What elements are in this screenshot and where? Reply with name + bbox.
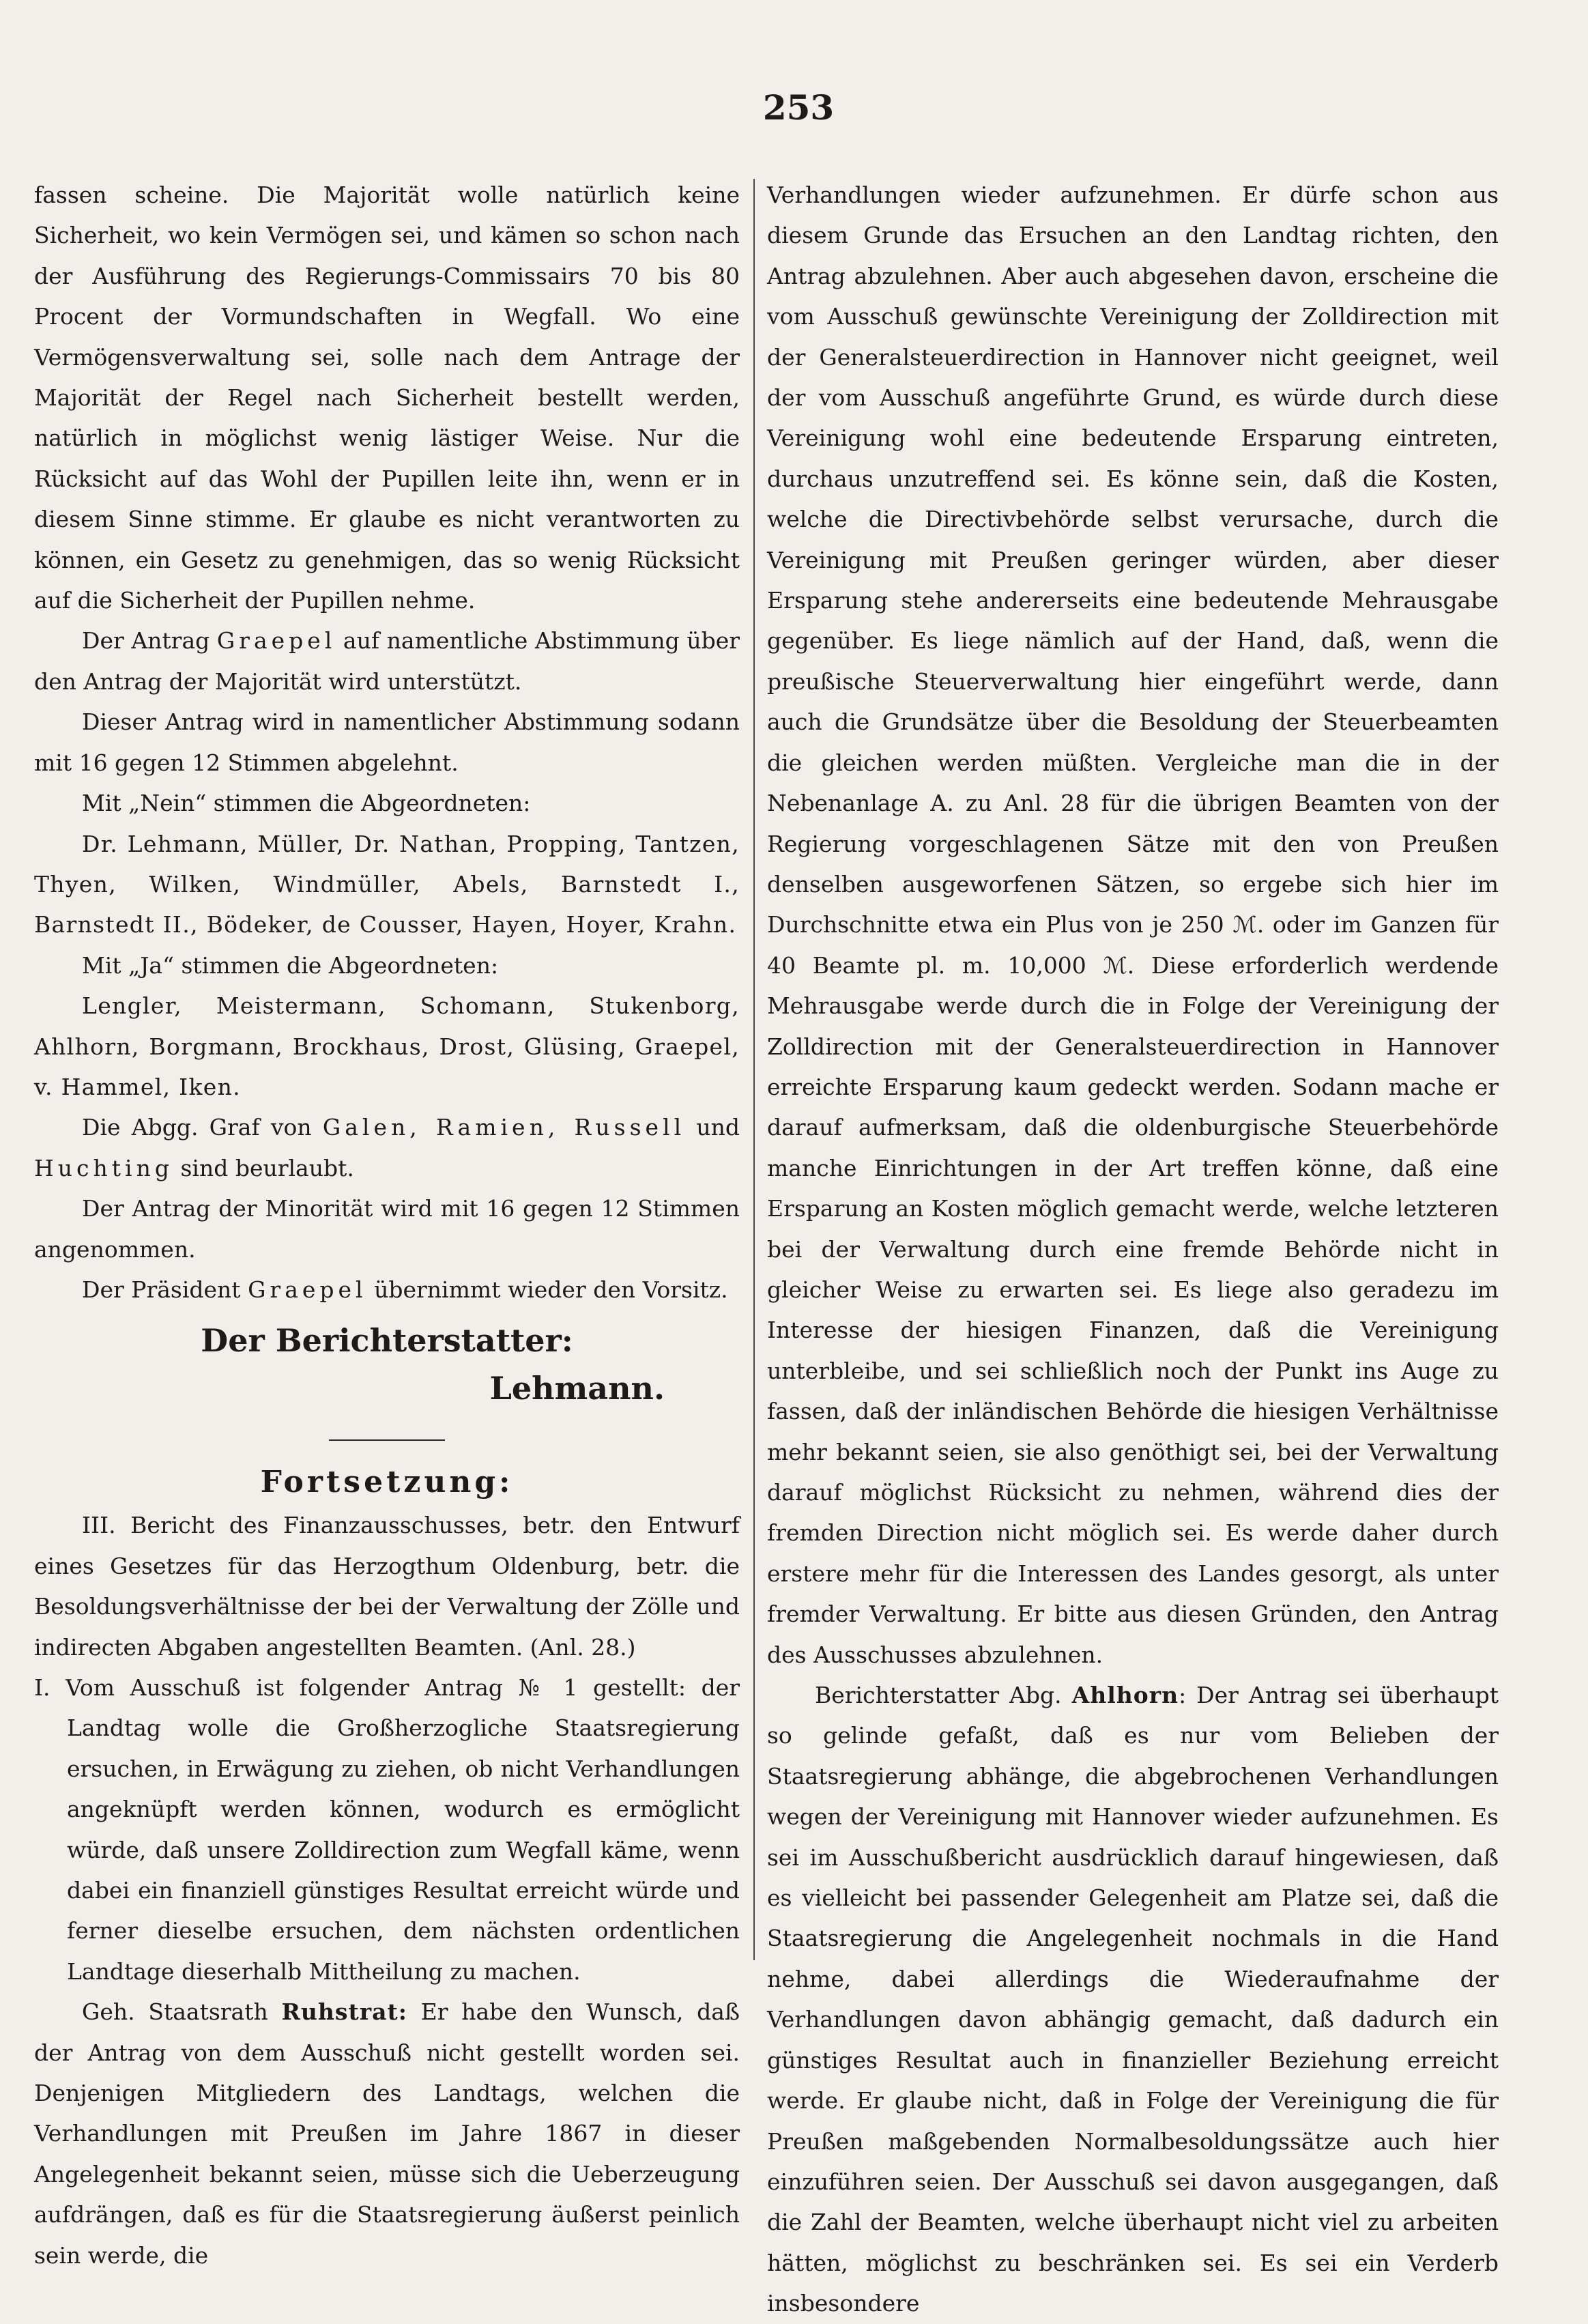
right-paragraph-1: Verhandlungen wieder aufzunehmen. Er dürfe schon aus diesem Grunde das Ersuchen an den Landtag richten, den Antrag abzulehnen. Aber auch abgesehen davon, erscheine die vom Ausschuß gewünschte Vereinigung der Zolldirection mit der Generalsteuerdirection in Hannover nicht geeignet, weil der vom Ausschuß angeführte Grund, es würde durch diese Vereinigung wohl eine bedeutende Ersparung eintreten, durchaus unzutreffend sei. Es könne sein, daß die Kosten, welche die Directivbehörde selbst verursache, durch die Vereinigung mit Preußen geringer würden, aber dieser Ersparung stehe andererseits eine bedeutende Mehrausgabe gegenüber. Es liege nämlich auf der Hand, daß, wenn die preußische Steuerverwaltung hier eingeführt werde, dann auch die Grundsätze über die Besoldung der Steuerbeamten die gleichen werden müßten. Vergleiche man die in der Nebenanlage A. zu Anl. 28 für die übrigen Beamten von der Regierung vorgeschlagenen Sätze mit den von Preußen denselben ausgeworfenen Sätzen, so ergebe sich hier im Durchschnitte etwa ein Plus von je 250 ℳ. oder im Ganzen für 40 Beamte pl. m. 10,000 ℳ. Diese erforderlich werdende Mehrausgabe werde durch die in Folge der Vereinigung der Zolldirection mit der Generalsteuerdirection in Hannover erreichte Ersparung kaum gedeckt werden. Sodann mache er darauf aufmerksam, daß die oldenburgische Steuerbehörde manche Einrichtungen in der Art treffen könne, daß eine Ersparung an Kosten möglich gemacht werde, welche letzteren bei der Verwaltung durch eine fremde Behörde nicht in gleicher Weise zu erwarten sei. Es liege also geradezu im Interesse der hiesigen Finanzen, daß die Vereinigung unterbleibe, und sei schließlich noch der Punkt ins Auge zu fassen, daß der inländischen Behörde die hiesigen Verhältnisse mehr bekannt seien, sie also genöthigt sei, bei der Verwaltung darauf möglichst Rücksicht zu nehmen, während dies der fremden Direction nicht möglich sei. Es werde daher durch erstere mehr für die Interessen des Landes gesorgt, als unter fremder Verwaltung. Er bitte aus diesen Gründen, den Antrag des Ausschusses abzulehnen. <box>767 182 1499 1668</box>
reporter-signature: Lehmann. <box>489 1370 665 1407</box>
report-title: III. Bericht des Finanzausschusses, betr. den Entwurf eines Gesetzes für das Herzogthum Oldenburg, betr. die Besoldungsverhältnisse der bei der Verwaltung der Zölle und indirecten Abgaben angestellten Beamten. (Anl. 28.) <box>34 1512 740 1661</box>
speaker-name: Ahlhorn <box>1071 1682 1179 1709</box>
motion-1: I. Vom Ausschuß ist folgender Antrag № 1 gestellt: der Landtag wolle die Großherzogliche Staatsregierung ersuchen, in Erwägung zu ziehen, ob nicht Verhandlungen angeknüpft werden können, wodurch es ermöglicht würde, daß unsere Zolldirection zum Wegfall käme, wenn dabei ein finanziell günstiges Resultat erreicht würde und ferner dieselbe ersuchen, dem nächsten ordentlichen Landtage dieserhalb Mittheilung zu machen. <box>34 1674 740 1985</box>
ruhstrat-speech: Geh. Staatsrath Ruhstrat: Er habe den Wunsch, daß der Antrag von dem Ausschuß nicht gestellt worden sei. Denjenigen Mitgliedern des Landtags, welchen die Verhandlungen mit Preußen im Jahre 1867 in dieser Angelegenheit bekannt seien, müsse sich die Ueberzeugung aufdrängen, daß es für die Staatsregierung äußerst peinlich sein werde, die <box>34 1998 740 2269</box>
speaker-name: Graepel <box>216 627 336 655</box>
left-paragraph-1: fassen scheine. Die Majorität wolle natürlich keine Sicherheit, wo kein Vermögen sei, und kämen so schon nach der Ausführung des Regierungs-Commissairs 70 bis 80 Procent der Vormundschaften in Wegfall. Wo eine Vermögensverwaltung sei, solle nach dem Antrage der Majorität der Regel nach Sicherheit bestellt werden, natürlich in möglichst wenig lästiger Weise. Nur die Rücksicht auf das Wohl der Pupillen leite ihn, wenn er in diesem Sinne stimme. Er glaube es nicht verantworten zu können, ein Gesetz zu genehmigen, das so wenig Rücksicht auf die Sicherheit der Pupillen nehme. <box>34 182 740 614</box>
ja-heading: Mit „Ja“ stimmen die Abgeordneten: <box>82 951 499 979</box>
nein-names-list: Dr. Lehmann, Müller, Dr. Nathan, Propping, Tantzen, Thyen, Wilken, Windmüller, Abels, Barnstedt I., Barnstedt II., Bödeker, de Cousser, Hayen, Hoyer, Krahn. <box>34 830 740 938</box>
left-column <box>34 175 740 2276</box>
president-note: Der Präsident Graepel übernimmt wieder den Vorsitz. <box>82 1276 728 1303</box>
nein-heading: Mit „Nein“ stimmen die Abgeordneten: <box>82 790 531 817</box>
column-divider <box>753 179 755 1960</box>
absent-members: Die Abgg. Graf von Galen, Ramien, Russell und Huchting sind beurlaubt. <box>34 1114 740 1181</box>
ja-names-list: Lengler, Meistermann, Schomann, Stukenborg, Ahlhorn, Borgmann, Brockhaus, Drost, Glüsing, Graepel, v. Hammel, Iken. <box>34 992 740 1100</box>
section-heading: Fortsetzung: <box>260 1465 514 1500</box>
left-paragraph-3: Dieser Antrag wird in namentlicher Abstimmung sodann mit 16 gegen 12 Stimmen abgelehnt. <box>34 708 740 776</box>
right-column <box>767 175 1499 2324</box>
reporter-heading: Der Berichterstatter: <box>201 1322 573 1360</box>
minority-result: Der Antrag der Minorität wird mit 16 gegen 12 Stimmen angenommen. <box>34 1195 740 1263</box>
left-paragraph-2: Der Antrag Graepel auf namentliche Abstimmung über den Antrag der Majorität wird unterstützt. <box>34 627 740 695</box>
speaker-name: Ruhstrat: <box>281 1998 407 2026</box>
page-number: 253 <box>762 87 835 128</box>
ahlhorn-speech: Berichterstatter Abg. Ahlhorn: Der Antrag sei überhaupt so gelinde gefaßt, daß es nur vom Belieben der Staatsregierung abhänge, die abgebrochenen Verhandlungen wegen der Vereinigung mit Hannover wieder aufzunehmen. Es sei im Ausschußbericht ausdrücklich darauf hingewiesen, daß es vielleicht bei passender Gelegenheit am Platze sei, daß die Staatsregierung die Angelegenheit nochmals in die Hand nehme, dabei allerdings die Wiederaufnahme der Verhandlungen davon abhängig gemacht, daß dadurch ein günstiges Resultat auch in finanzieller Beziehung erreicht werde. Er glaube nicht, daß in Folge der Vereinigung die für Preußen maßgebenden Normalbesoldungssätze auch hier einzuführen seien. Der Ausschuß sei davon ausgegangen, daß die Zahl der Beamten, welche überhaupt nicht viel zu arbeiten hätten, möglichst zu beschränken sei. Es sei ein Verderb insbesondere <box>767 1682 1499 2317</box>
section-divider <box>329 1439 445 1441</box>
